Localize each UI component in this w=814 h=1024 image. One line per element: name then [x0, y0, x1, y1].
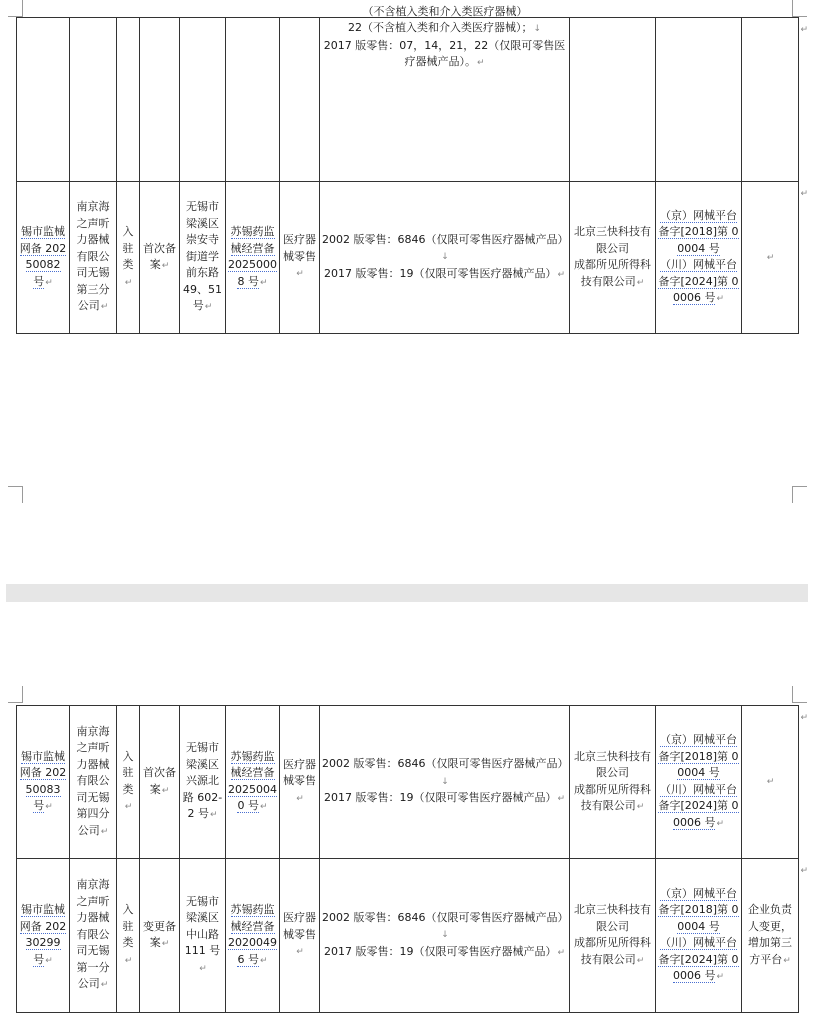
business-mode: 医疗器械零售↵ [280, 859, 320, 1013]
platform-company-line: 成都所见所得科技有限公司↵ [574, 258, 651, 288]
platform-record-line: （川）网械平台备字[2024]第 00006 号↵ [658, 782, 739, 829]
record-table-page-1 [16, 17, 808, 334]
page-break-gap [6, 584, 808, 602]
scope-cell [320, 859, 570, 1013]
scope-line: 2017 版零售：19（仅限可零售医疗器械产品）↵ [323, 944, 566, 958]
scope-line: 2017 版零售：07，14，21，22（仅限可零售医疗器械产品）。↵ [323, 38, 566, 68]
platform-company-line: 北京三快科技有限公司 [574, 903, 651, 933]
business-mode: 医疗器械零售↵ [280, 706, 320, 859]
remark: ↵ ↵ [742, 706, 799, 859]
platform-company [570, 182, 656, 334]
platform-company [570, 706, 656, 859]
platform-company-line: 成都所见所得科技有限公司↵ [574, 782, 651, 812]
scope-line: 22（不含植入类和介入类医疗器械）；↓ [347, 21, 542, 34]
license-number: 苏锡药监械经营备 20250008 号↵ [226, 182, 280, 334]
platform-record [656, 182, 742, 334]
scope-line: 2017 版零售：19（仅限可零售医疗器械产品）↵ [323, 266, 566, 280]
category: 入驻类↵ [117, 859, 140, 1013]
scope-cell [320, 706, 570, 859]
record-type: 变更备案↵ [140, 859, 180, 1013]
platform-record-line: （京）网械平台备字[2018]第 00004 号 [658, 886, 739, 933]
company-name: 南京海之声听力器械有限公司无锡第一分公司↵ [70, 859, 117, 1013]
platform-company [570, 859, 656, 1013]
platform-company-line: 北京三快科技有限公司 [574, 749, 651, 779]
crop-mark-top-left [8, 0, 23, 17]
record-number: 锡市监械网备 20250083 号↵ [17, 706, 70, 859]
platform-company-line: 北京三快科技有限公司 [574, 225, 651, 255]
platform-record-line: （京）网械平台备字[2018]第 00004 号 [658, 208, 739, 255]
crop-mark-top-left [8, 686, 23, 703]
table-row-continued: 22（不含植入类和介入类医疗器械）；↓ 2017 版零售：07，14，21，22（仅限可零售医疗器械产品）。↵ ↵ [17, 18, 799, 182]
crop-mark-top-right [792, 0, 807, 17]
record-number: 锡市监械网备 20250082 号↵ [17, 182, 70, 334]
license-number: 苏锡药监械经营备 20200496 号↵ [226, 859, 280, 1013]
company-name: 南京海之声听力器械有限公司无锡第四分公司↵ [70, 706, 117, 859]
business-mode: 医疗器械零售↵ [280, 182, 320, 334]
address: 无锡市梁溪区兴源北路 602-2 号↵ [180, 706, 226, 859]
platform-record-line: （京）网械平台备字[2018]第 00004 号 [658, 733, 739, 779]
license-number: 苏锡药监械经营备 20250040 号↵ [226, 706, 280, 859]
company-name: 南京海之声听力器械有限公司无锡第三分公司↵ [70, 182, 117, 334]
category: 入驻类↵ [117, 182, 140, 334]
record-type: 首次备案↵ [140, 182, 180, 334]
crop-mark-top-right [792, 686, 807, 703]
record-number: 锡市监械网备 20230299 号↵ [17, 859, 70, 1013]
platform-record [656, 706, 742, 859]
scope-cell [320, 18, 570, 182]
record-type: 首次备案↵ [140, 706, 180, 859]
address: 无锡市梁溪区崇安寺街道学前东路 49、51 号↵ [180, 182, 226, 334]
platform-record-line: （川）网械平台备字[2024]第 00006 号↵ [658, 258, 739, 304]
crop-mark-bottom-right [792, 486, 807, 503]
remark: ↵ ↵ [742, 182, 799, 334]
table-row [17, 706, 799, 859]
record-table-page-2 [16, 705, 808, 1013]
platform-record-line: （川）网械平台备字[2024]第 00006 号↵ [658, 936, 739, 982]
scope-line: 2002 版零售：6846（仅限可零售医疗器械产品）↓ [322, 232, 569, 263]
remark: 企业负责人变更，增加第三方平台↵ ↵ [742, 859, 799, 1013]
clipped-text-line: （不含植入类和介入类医疗器械） [362, 5, 528, 18]
scope-line: 2002 版零售：6846（仅限可零售医疗器械产品）↓ [322, 910, 569, 941]
address: 无锡市梁溪区中山路 111 号↵ [180, 859, 226, 1013]
platform-company-line: 成都所见所得科技有限公司↵ [574, 936, 651, 966]
table-row [17, 182, 799, 334]
scope-cell [320, 182, 570, 334]
scope-line: 2017 版零售：19（仅限可零售医疗器械产品）↵ [323, 791, 566, 805]
scope-line: 2002 版零售：6846（仅限可零售医疗器械产品）↓ [322, 757, 569, 787]
category: 入驻类↵ [117, 706, 140, 859]
crop-mark-bottom-left [8, 486, 23, 503]
table-row [17, 859, 799, 1013]
platform-record [656, 859, 742, 1013]
